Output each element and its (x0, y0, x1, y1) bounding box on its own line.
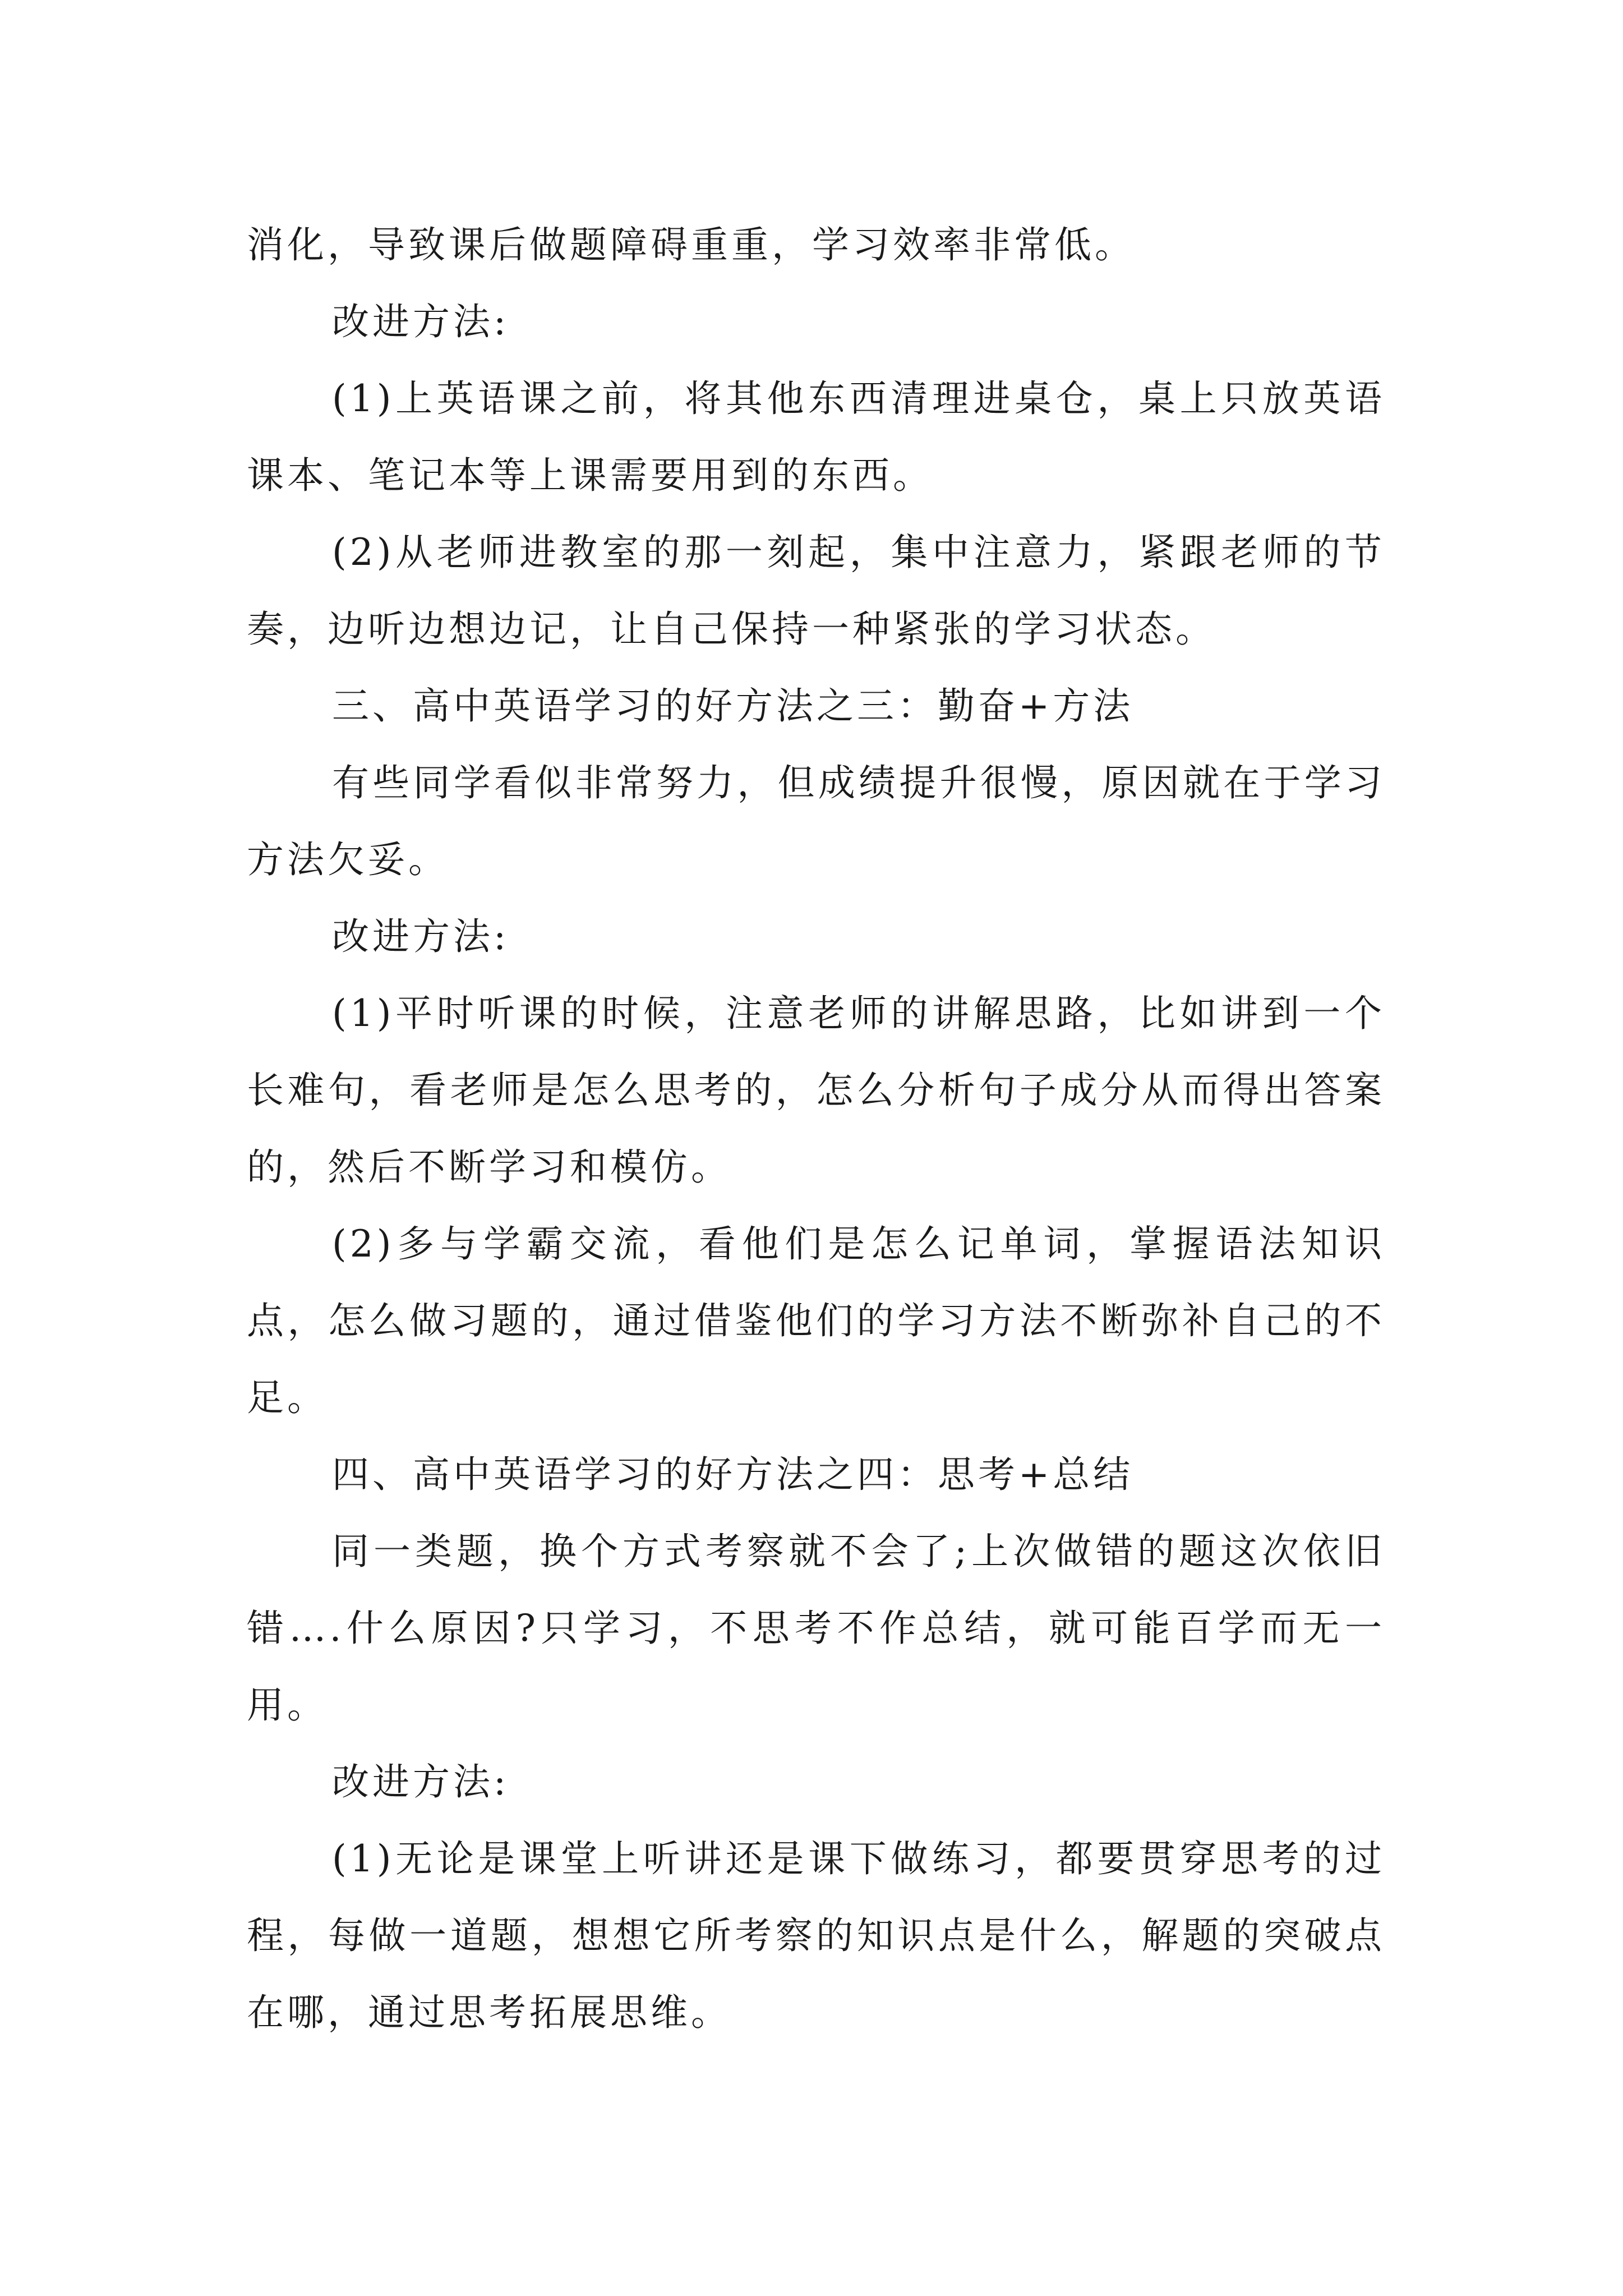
paragraph-section-3-intro: 有些同学看似非常努力，但成绩提升很慢，原因就在于学习方法欠妥。 (247, 761, 1385, 881)
paragraph-improvement-heading: 改进方法: (332, 1760, 510, 1803)
paragraph-method-1: (1)上英语课之前，将其他东西清理进桌仓，桌上只放英语课本、笔记本等上课需要用到的东西。 (247, 377, 1385, 497)
section-heading-4: 四、高中英语学习的好方法之四：思考+总结 (332, 1453, 1134, 1496)
paragraph-improvement-heading: 改进方法: (332, 300, 510, 343)
paragraph-improvement-heading: 改进方法: (332, 915, 510, 958)
paragraph-continuation: 消化，导致课后做题障碍重重，学习效率非常低。 (247, 223, 1135, 266)
section-heading-3: 三、高中英语学习的好方法之三：勤奋+方法 (332, 684, 1134, 728)
paragraph-method-2: (2)多与学霸交流，看他们是怎么记单词，掌握语法知识点，怎么做习题的，通过借鉴他们的学习方法不断弥补自己的不足。 (247, 1222, 1385, 1419)
paragraph-method-2: (2)从老师进教室的那一刻起，集中注意力，紧跟老师的节奏，边听边想边记，让自己保持一种紧张的学习状态。 (247, 531, 1385, 651)
paragraph-method-1: (1)平时听课的时候，注意老师的讲解思路，比如讲到一个长难句，看老师是怎么思考的，怎么分析句子成分从而得出答案的，然后不断学习和模仿。 (247, 992, 1385, 1189)
paragraph-method-1: (1)无论是课堂上听讲还是课下做练习，都要贯穿思考的过程，每做一道题，想想它所考察的知识点是什么，解题的突破点在哪，通过思考拓展思维。 (247, 1837, 1385, 2034)
paragraph-section-4-intro: 同一类题，换个方式考察就不会了;上次做错的题这次依旧错….什么原因?只学习，不思考不作总结，就可能百学而无一用。 (247, 1530, 1385, 1727)
document-body (247, 206, 1385, 2051)
